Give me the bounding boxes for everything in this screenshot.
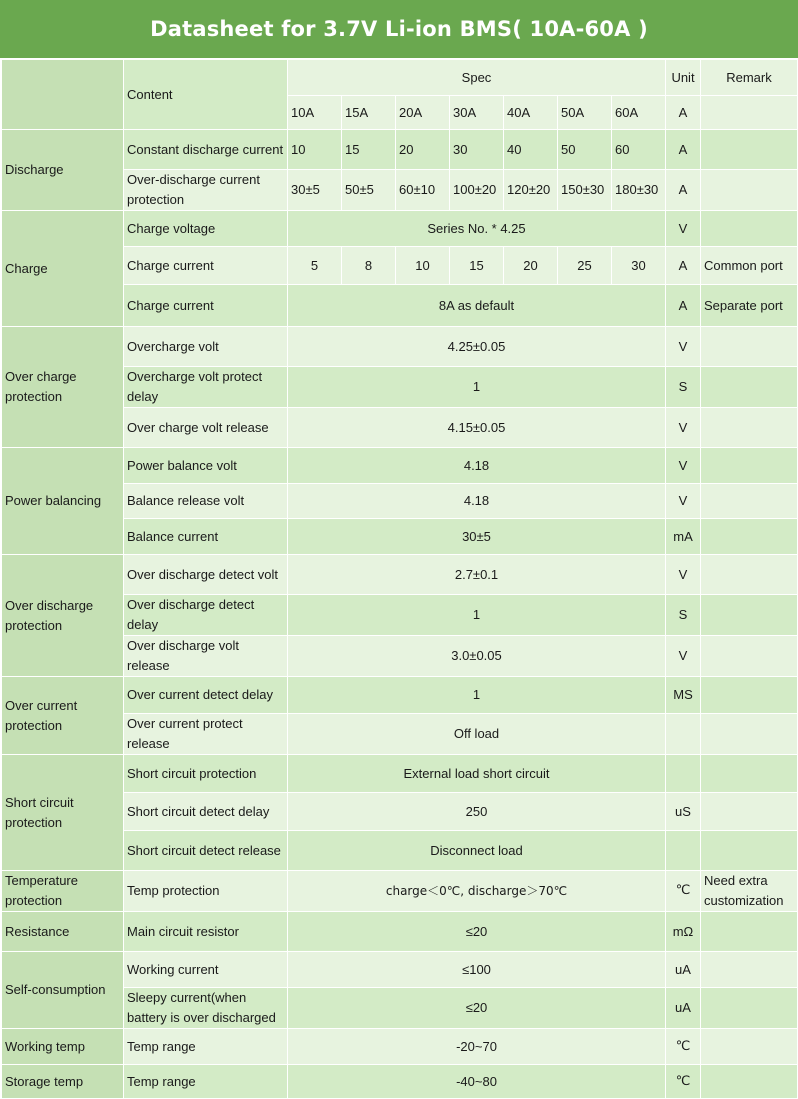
category-temperature: Temperature protection	[2, 871, 124, 912]
remark-cell	[701, 448, 798, 484]
remark-cell	[701, 793, 798, 831]
header-unit: Unit	[666, 60, 701, 96]
model-40a: 40A	[504, 96, 558, 130]
unit-cell	[666, 831, 701, 871]
value-cell: 180±30	[612, 170, 666, 211]
row-label: Power balance volt	[124, 448, 288, 484]
value-cell: 10	[396, 247, 450, 285]
value-cell: 40	[504, 130, 558, 170]
remark-cell	[701, 1029, 798, 1065]
remark-cell	[701, 408, 798, 448]
remark-cell: Need extra customization	[701, 871, 798, 912]
row-label: Balance release volt	[124, 484, 288, 519]
value-cell: -20~70	[288, 1029, 666, 1065]
unit-cell: mA	[666, 519, 701, 555]
table-row	[2, 871, 798, 912]
category-self-consumption: Self-consumption	[2, 952, 124, 1029]
unit-cell: ℃	[666, 1065, 701, 1099]
table-row	[2, 677, 798, 714]
remark-cell	[701, 555, 798, 595]
value-cell: 5	[288, 247, 342, 285]
category-short-circuit: Short circuit protection	[2, 755, 124, 871]
model-30a: 30A	[450, 96, 504, 130]
remark-cell	[701, 636, 798, 677]
model-20a: 20A	[396, 96, 450, 130]
category-over-charge: Over charge protection	[2, 327, 124, 448]
row-label: Over discharge detect volt	[124, 555, 288, 595]
value-cell: 8A as default	[288, 285, 666, 327]
row-label: Working current	[124, 952, 288, 988]
value-cell: 100±20	[450, 170, 504, 211]
table-row	[2, 327, 798, 367]
value-cell: Disconnect load	[288, 831, 666, 871]
unit-cell: V	[666, 636, 701, 677]
remark-cell	[701, 367, 798, 408]
value-cell: 10	[288, 130, 342, 170]
value-cell: 25	[558, 247, 612, 285]
unit-cell: V	[666, 408, 701, 448]
value-cell: 2.7±0.1	[288, 555, 666, 595]
value-cell: 3.0±0.05	[288, 636, 666, 677]
unit-cell: A	[666, 96, 701, 130]
table-row	[2, 555, 798, 595]
remark-cell	[701, 211, 798, 247]
row-label: Over discharge volt release	[124, 636, 288, 677]
value-cell: 1	[288, 595, 666, 636]
row-label: Over current protect release	[124, 714, 288, 755]
unit-cell: V	[666, 448, 701, 484]
remark-cell: Common port	[701, 247, 798, 285]
unit-cell: MS	[666, 677, 701, 714]
value-cell: 50±5	[342, 170, 396, 211]
unit-cell: V	[666, 211, 701, 247]
value-cell: 1	[288, 677, 666, 714]
unit-cell: A	[666, 170, 701, 211]
row-label: Constant discharge current	[124, 130, 288, 170]
unit-cell	[666, 755, 701, 793]
value-cell: 1	[288, 367, 666, 408]
value-cell: 8	[342, 247, 396, 285]
remark-cell	[701, 952, 798, 988]
unit-cell: V	[666, 555, 701, 595]
unit-cell: S	[666, 367, 701, 408]
row-label: Charge voltage	[124, 211, 288, 247]
value-cell: 30±5	[288, 170, 342, 211]
header-row	[2, 60, 798, 96]
value-cell: ≤20	[288, 988, 666, 1029]
value-cell: ≤100	[288, 952, 666, 988]
remark-cell: Separate port	[701, 285, 798, 327]
value-cell: External load short circuit	[288, 755, 666, 793]
row-label: Balance current	[124, 519, 288, 555]
value-cell: 15	[450, 247, 504, 285]
row-label: Sleepy current(when battery is over discharged	[124, 988, 288, 1029]
unit-cell: uA	[666, 952, 701, 988]
header-spec: Spec	[288, 60, 666, 96]
value-cell: -40~80	[288, 1065, 666, 1099]
category-discharge: Discharge	[2, 130, 124, 211]
value-cell: 60±10	[396, 170, 450, 211]
table-row	[2, 755, 798, 793]
table-row	[2, 912, 798, 952]
value-cell: 4.18	[288, 448, 666, 484]
model-50a: 50A	[558, 96, 612, 130]
remark-cell	[701, 519, 798, 555]
remark-cell	[701, 912, 798, 952]
table-row	[2, 952, 798, 988]
value-cell: 4.15±0.05	[288, 408, 666, 448]
remark-cell	[701, 677, 798, 714]
unit-cell: ℃	[666, 1029, 701, 1065]
category-resistance: Resistance	[2, 912, 124, 952]
remark-cell	[701, 1065, 798, 1099]
row-label: Overcharge volt protect delay	[124, 367, 288, 408]
remark-cell	[701, 755, 798, 793]
category-over-current: Over current protection	[2, 677, 124, 755]
remark-cell	[701, 130, 798, 170]
remark-cell	[701, 988, 798, 1029]
unit-cell: mΩ	[666, 912, 701, 952]
model-60a: 60A	[612, 96, 666, 130]
unit-cell: uA	[666, 988, 701, 1029]
unit-cell: A	[666, 247, 701, 285]
value-cell: charge＜0℃, discharge＞70℃	[288, 871, 666, 912]
value-cell: 15	[342, 130, 396, 170]
unit-cell: uS	[666, 793, 701, 831]
unit-cell: S	[666, 595, 701, 636]
unit-cell: V	[666, 484, 701, 519]
category-power-balancing: Power balancing	[2, 448, 124, 555]
header-remark: Remark	[701, 60, 798, 96]
row-label: Charge current	[124, 247, 288, 285]
value-cell: 120±20	[504, 170, 558, 211]
value-cell: 30	[450, 130, 504, 170]
remark-cell	[701, 595, 798, 636]
category-charge: Charge	[2, 211, 124, 327]
category-over-discharge: Over discharge protection	[2, 555, 124, 677]
page-title: Datasheet for 3.7V Li-ion BMS( 10A-60A )	[0, 0, 798, 58]
unit-cell: V	[666, 327, 701, 367]
remark-cell	[701, 484, 798, 519]
row-label: Overcharge volt	[124, 327, 288, 367]
datasheet-table	[1, 59, 798, 1099]
unit-cell: ℃	[666, 871, 701, 912]
row-label: Over-discharge current protection	[124, 170, 288, 211]
table-row	[2, 448, 798, 484]
row-label: Charge current	[124, 285, 288, 327]
table-row	[2, 211, 798, 247]
row-label: Over current detect delay	[124, 677, 288, 714]
unit-cell: A	[666, 285, 701, 327]
value-cell: 30±5	[288, 519, 666, 555]
table-row	[2, 1065, 798, 1099]
unit-cell: A	[666, 130, 701, 170]
value-cell: 30	[612, 247, 666, 285]
value-cell: 4.25±0.05	[288, 327, 666, 367]
header-blank	[2, 60, 124, 130]
value-cell: 20	[396, 130, 450, 170]
remark-cell	[701, 170, 798, 211]
row-label: Temp range	[124, 1029, 288, 1065]
value-cell: 50	[558, 130, 612, 170]
table-row	[2, 130, 798, 170]
category-working-temp: Working temp	[2, 1029, 124, 1065]
value-cell: 4.18	[288, 484, 666, 519]
unit-cell	[666, 714, 701, 755]
remark-cell	[701, 96, 798, 130]
category-storage-temp: Storage temp	[2, 1065, 124, 1099]
row-label: Short circuit detect release	[124, 831, 288, 871]
row-label: Main circuit resistor	[124, 912, 288, 952]
row-label: Over charge volt release	[124, 408, 288, 448]
row-label: Temp range	[124, 1065, 288, 1099]
row-label: Short circuit protection	[124, 755, 288, 793]
header-content: Content	[124, 60, 288, 130]
value-cell: ≤20	[288, 912, 666, 952]
model-15a: 15A	[342, 96, 396, 130]
value-cell: 60	[612, 130, 666, 170]
remark-cell	[701, 831, 798, 871]
remark-cell	[701, 714, 798, 755]
model-10a: 10A	[288, 96, 342, 130]
value-cell: 250	[288, 793, 666, 831]
row-label: Short circuit detect delay	[124, 793, 288, 831]
table-row	[2, 1029, 798, 1065]
value-cell: Off load	[288, 714, 666, 755]
value-cell: Series No. * 4.25	[288, 211, 666, 247]
row-label: Temp protection	[124, 871, 288, 912]
value-cell: 20	[504, 247, 558, 285]
value-cell: 150±30	[558, 170, 612, 211]
row-label: Over discharge detect delay	[124, 595, 288, 636]
remark-cell	[701, 327, 798, 367]
